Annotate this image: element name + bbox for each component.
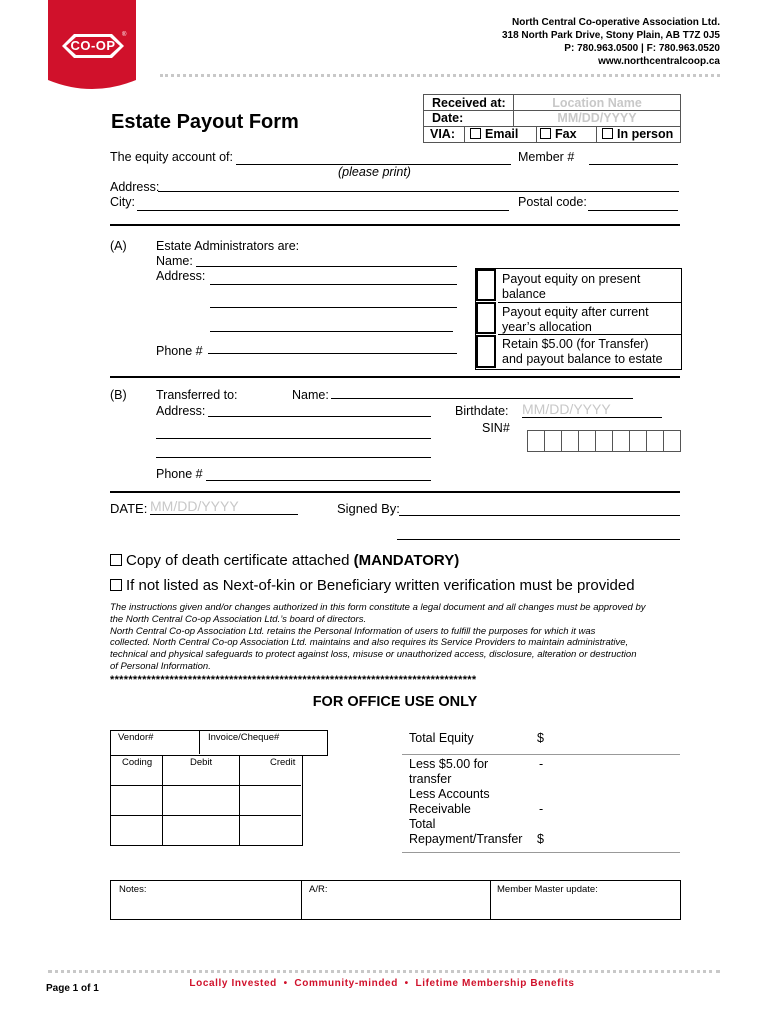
payout-option-text: Payout equity after current [502,305,649,319]
org-phone-fax: P: 780.963.0500 | F: 780.963.0520 [564,43,720,54]
via-email-label: Email [485,127,519,141]
less-ar-text: Receivable [409,802,471,816]
mandatory-label: (MANDATORY) [353,552,460,569]
date-field[interactable]: MM/DD/YYYY [557,111,637,125]
totals-table [402,727,680,852]
sin-label: SIN# [482,421,510,435]
city-label: City: [110,195,135,209]
administrator-name-input[interactable] [196,266,457,267]
administrator-address-label: Address: [156,269,206,283]
received-box [423,94,681,143]
postal-code-label: Postal code: [518,195,587,209]
less-ar-text: Less Accounts [409,787,490,801]
credit-label: Credit [270,757,296,768]
notes-table [110,880,681,920]
notes-label: Notes: [119,884,147,895]
total-repayment-text: Repayment/Transfer [409,832,523,846]
less-five-value: - [539,757,544,771]
invoice-cheque-label: Invoice/Cheque# [208,732,280,743]
org-address: 318 North Park Drive, Stony Plain, AB T7Z 0J5 [501,30,720,41]
disclaimer-line: North Central Co-op Association Ltd. retains the Personal Information of users to fulfill the purposes for which it was [110,625,596,637]
checkbox-icon [470,128,481,139]
equity-account-label: The equity account of: [110,150,233,164]
disclaimer-line: of Personal Information. [110,660,211,672]
section-divider [110,491,680,493]
via-fax-label: Fax [555,127,577,141]
birthdate-field[interactable]: MM/DD/YYYY [522,401,662,418]
transfer-address-input-1[interactable] [208,416,431,417]
less-five-text: Less $5.00 for [409,757,489,771]
via-in-person-checkbox[interactable] [602,127,673,141]
date-signature-field[interactable]: MM/DD/YYYY [150,498,298,515]
section-b-marker: (B) [110,388,127,402]
via-label: VIA: [430,127,455,141]
footer-tagline: Locally Invested • Community-minded • Lifetime Membership Benefits [189,978,575,989]
checkbox-icon [602,128,613,139]
ar-label: A/R: [309,884,328,895]
date-signature-label: DATE: [110,501,148,516]
less-ar-value: - [539,802,544,816]
less-five-label [409,757,488,787]
address-input[interactable] [158,191,679,192]
date-label: Date: [432,111,464,125]
coding-table [110,730,327,845]
birthdate-label: Birthdate: [455,404,509,418]
payout-present-checkbox[interactable] [476,269,496,301]
member-master-label: Member Master update: [497,884,598,895]
signed-by-input[interactable] [399,515,680,516]
coop-logo [48,0,136,92]
death-certificate-checkbox[interactable] [110,552,459,569]
transfer-phone-input[interactable] [206,480,431,481]
payout-option-text: year’s allocation [502,320,592,334]
transferred-to-label: Transferred to: [156,388,238,402]
received-at-field[interactable]: Location Name [552,96,642,110]
administrator-name-label: Name: [156,254,193,268]
org-website[interactable]: www.northcentralcoop.ca [598,56,720,67]
footer-divider [48,970,720,973]
total-repayment-value: $ [537,832,544,846]
disclaimer-line: The instructions given and/or changes authorized in this form constitute a legal document and all changes must be approved by [110,602,646,613]
total-equity-label: Total Equity [409,731,474,745]
administrator-phone-input[interactable] [208,353,457,354]
disclaimer-text [110,602,685,673]
via-email-checkbox[interactable] [470,127,518,141]
transfer-address-input-2[interactable] [156,438,431,439]
section-divider [110,224,680,226]
org-header [502,16,720,68]
administrator-address-input-1[interactable] [210,284,457,285]
next-of-kin-text: If not listed as Next-of-kin or Beneficiary written verification must be provided [126,577,635,594]
section-a-heading: Estate Administrators are: [156,239,300,253]
payout-option-present [502,272,640,302]
next-of-kin-checkbox[interactable] [110,577,635,594]
payout-option-text: balance [502,287,546,301]
disclaimer-line: technical and physical safeguards to protect against loss, misuse or unauthorized access, disclosure, alteration or destruction [110,649,637,661]
administrator-address-input-3[interactable] [210,331,453,332]
retain-five-checkbox[interactable] [476,335,496,368]
administrator-phone-label: Phone # [156,344,203,358]
address-label: Address: [110,180,160,194]
payout-option-text: Payout equity on present [502,272,641,286]
signed-by-label: Signed By: [337,501,400,516]
less-five-text: transfer [409,772,452,786]
vendor-label: Vendor# [118,732,154,743]
postal-code-input[interactable] [588,210,678,211]
page-title: Estate Payout Form [111,111,299,133]
sin-input[interactable] [527,430,681,452]
transfer-address-input-3[interactable] [156,457,431,458]
coop-logo-text: CO-OP [70,38,116,53]
total-repayment-label [409,817,522,847]
payout-options-box [475,268,682,370]
coding-label: Coding [122,757,153,768]
payout-after-checkbox[interactable] [476,302,496,334]
checkbox-icon [110,554,122,566]
disclaimer-line: collected. North Central Co-op Association Ltd. maintains and also requires its Service Providers to maintain administrative, [110,637,629,649]
section-a-marker: (A) [110,239,127,253]
office-use-heading: FOR OFFICE USE ONLY [312,694,478,710]
death-certificate-text: Copy of death certificate attached [126,552,350,569]
via-in-person-label: In person [617,127,674,141]
member-number-label: Member # [518,150,575,164]
payout-option-text: Retain $5.00 (for Transfer) [502,337,649,351]
transfer-phone-label: Phone # [156,467,203,481]
member-number-input[interactable] [589,164,678,165]
asterisk-divider: ******************************************************************************** [110,674,477,686]
header-divider [160,74,720,77]
city-input[interactable] [137,210,509,211]
checkbox-icon [110,579,122,591]
transfer-name-input[interactable] [331,398,633,399]
disclaimer-line: the North Central Co-op Association Ltd.’s board of directors. [110,613,367,625]
please-print-note: (please print) [338,165,411,179]
administrator-address-input-2[interactable] [210,307,457,308]
transfer-name-label: Name: [292,388,329,402]
payout-option-retain [502,337,663,367]
total-repayment-text: Total [409,817,436,831]
section-divider [110,376,680,378]
signature-extra-line[interactable] [397,539,680,540]
org-name: North Central Co-operative Association Ltd. [512,17,720,28]
page-number: Page 1 of 1 [46,983,99,994]
transfer-address-label: Address: [156,404,206,418]
registered-mark: ® [122,32,127,38]
less-ar-label [409,787,490,817]
via-fax-checkbox[interactable] [540,127,577,141]
payout-option-text: and payout balance to estate [502,352,663,366]
checkbox-icon [540,128,551,139]
payout-option-after [502,305,649,335]
total-equity-value: $ [537,731,544,745]
received-at-label: Received at: [432,96,506,110]
debit-label: Debit [190,757,213,768]
